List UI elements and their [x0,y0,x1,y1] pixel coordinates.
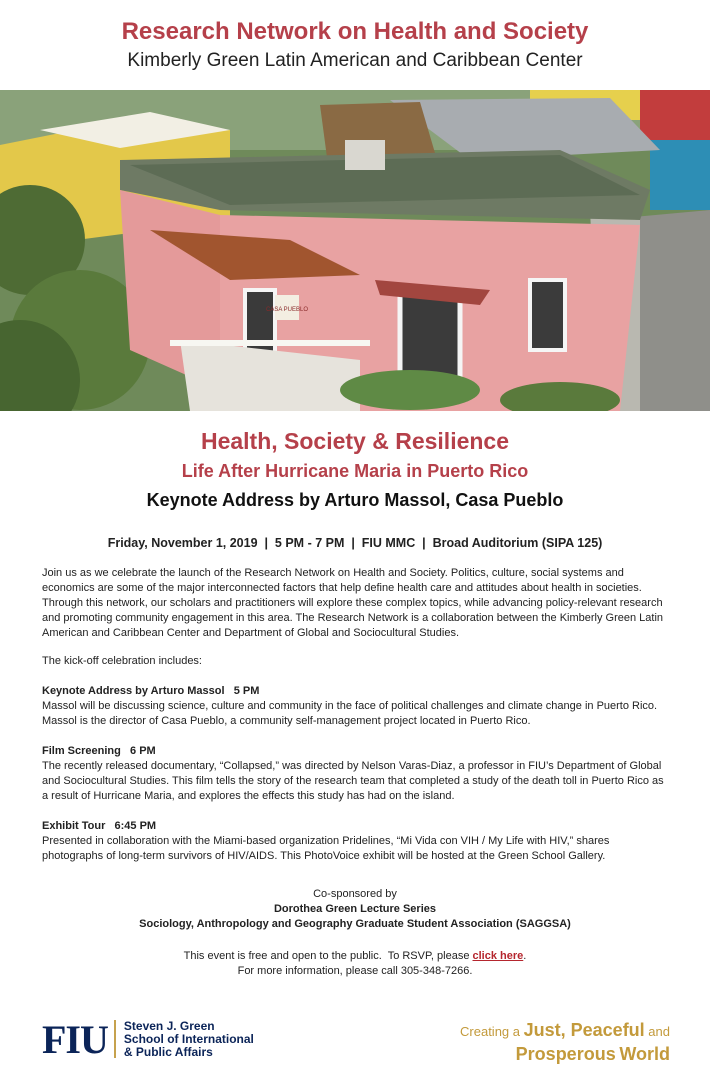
center-subtitle: Kimberly Green Latin American and Caribbean Center [127,50,583,71]
rsvp-end: . [523,950,527,962]
intro-paragraph: Join us as we celebrate the launch of the Research Network on Health and Society. Politics, culture, social systems and economics are some of the major interconnected factors that help define health care and attitudes about health in societies. Through this network, our scholars and practitioners will explore these complex topics, while advancing policy-relevant research and promoting community engagement in this area. The Research Network is a collaboration between the Kimberly Green Latin American and Caribbean Center and Department of Global and Sociocultural Studies. [42,567,664,639]
rsvp-block [0,949,710,979]
section-title: Exhibit Tour 6:45 PM [42,820,157,832]
section-text: Presented in collaboration with the Miami-based organization Pridelines, “Mi Vida con VIH / My Life with HIV,” shares photographs of long-term survivors of HIV/AIDS. This PhotoVoice exhibit will be hosted at the Green School Gallery. [42,835,610,862]
cosponsors [0,887,710,932]
tag-prosperous: Prosperous [515,1044,616,1064]
section-text: Massol will be discussing science, culture and community in the face of political challenges and climate change in Puerto Rico. Massol is the director of Casa Pueblo, a community self-management project located in Puerto Rico. [42,700,658,727]
event-description [42,566,672,879]
school-line-1: Steven J. Green [123,1018,215,1033]
section-title: Film Screening 6 PM [42,745,156,757]
keynote-section [42,684,672,729]
event-details: Friday, November 1, 2019 | 5 PM - 7 PM | FIU MMC | Broad Auditorium (SIPA 125) [107,536,603,550]
fiu-logo: FIU [42,1016,108,1062]
school-name [124,1020,254,1059]
tag-and: and [644,1024,670,1039]
rsvp-link[interactable]: click here [472,950,524,962]
tag-world: World [619,1044,670,1064]
network-title: Research Network on Health and Society [121,18,589,45]
school-line-2: School of International [123,1031,254,1046]
kickoff-label: The kick-off celebration includes: [42,655,202,667]
event-title: Health, Society & Resilience [200,428,510,454]
tag-creating: Creating a [460,1024,524,1039]
tag-peaceful: Peaceful [570,1020,645,1040]
contact-info: For more information, please call 305-348-7266. [237,965,473,977]
cosponsor-line-2: Sociology, Anthropology and Geography Graduate Student Association (SAGGSA) [139,918,571,930]
cosponsor-label: Co-sponsored by [313,888,397,900]
tag-just: Just [523,1020,561,1040]
rsvp-line [0,949,710,964]
tagline [460,1019,670,1067]
casa-pueblo-sign: CASA PUEBLO [265,307,309,313]
film-section [42,744,672,804]
section-title: Keynote Address by Arturo Massol 5 PM [42,685,260,697]
logo-divider [114,1020,116,1058]
section-text: The recently released documentary, “Collapsed,” was directed by Nelson Varas-Diaz, a professor in FIU’s Department of Global and Sociocultural Studies. This film tells the story of the research team that completed a study of the death toll in Puerto Rico as a result of Hurricane Maria, and explores the effects this study has had on the island. [42,760,664,802]
exhibit-section [42,819,672,864]
tag-comma: , [560,1020,571,1040]
keynote-heading: Keynote Address by Arturo Massol, Casa Pueblo [146,490,564,510]
casa-pueblo-photo [0,90,710,411]
fiu-school-logo [42,1018,254,1060]
school-line-3: & Public Affairs [123,1044,213,1059]
rsvp-text: This event is free and open to the public. To RSVP, please [183,950,473,962]
event-subtitle: Life After Hurricane Maria in Puerto Rico [181,461,529,481]
cosponsor-line-1: Dorothea Green Lecture Series [273,903,436,915]
